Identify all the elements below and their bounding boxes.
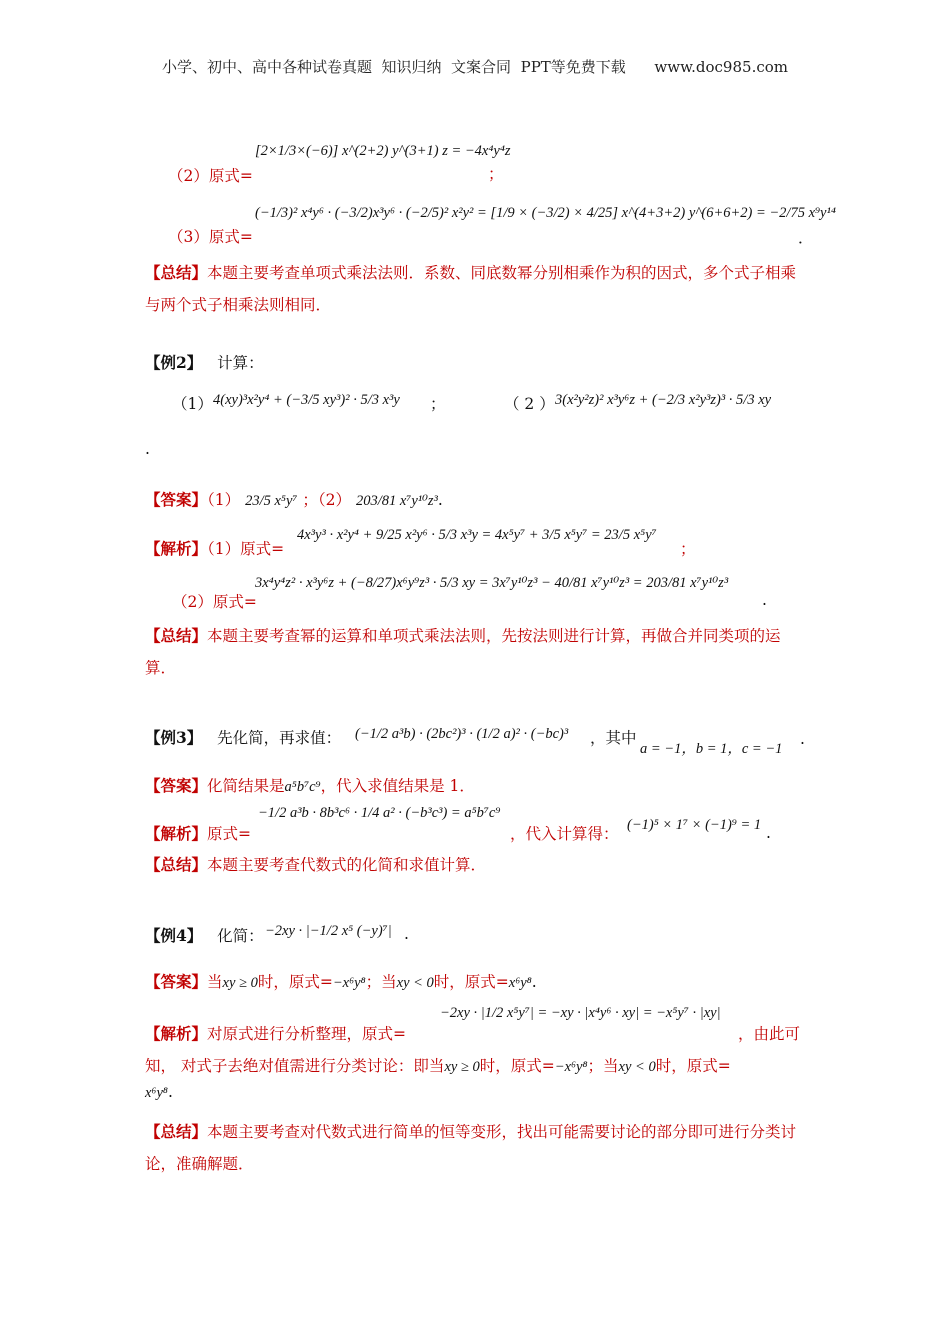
ex3-sol-math: −1/2 a³b · 8b³c⁶ · 1/4 a² · (−b³c³) = a⁵b⁷c⁹ [258,805,501,821]
ex2-q2-label: （ 2 ） [504,395,555,413]
ex4-solution-line2 [145,1055,810,1078]
ans2-math: 203/81 x⁷y¹⁰z³ [355,493,438,509]
ex4-question-math: −2xy · |−1/2 x⁵ (−y)⁷| [265,923,392,939]
sol-l2c: ；当 [587,1057,619,1075]
ex1-part3-math: (−1/3)² x⁴y⁶ · (−3/2)x³y⁶ · (−2/5)² x²y² = [1/9 × (−3/2) × 4/25] x^(4+3+2) y^(6+6+2) = −2/75 x⁹y¹⁴ [255,205,836,221]
ans-pre: 化简结果是 [207,777,285,795]
ex2-q1-end: ； [430,395,446,413]
ex4-solution-line3 [145,1083,173,1102]
ex2-answer [145,489,810,512]
answer-tag: 【答案】 [145,776,208,795]
sol-l2b: 时，原式= [479,1057,555,1075]
ans-t4: 时，原式= [433,973,509,991]
ex2-title: 计算： [217,354,264,372]
ex3-summary [145,854,810,876]
ans-cond1: xy ≥ 0 [222,975,258,991]
ex2-title-line [145,352,810,374]
solution-tag: 【解析】 [145,1024,208,1043]
ex3-tag: 【例3】 [145,728,203,747]
ans-end: . [531,973,537,991]
sol-l2a: 知， 对式子去绝对值需进行分类讨论：即当 [145,1057,445,1075]
ex3-condition: a = −1，b = 1，c = −1 [640,741,783,757]
ex2-q1-math: 4(xy)³x²y⁴ + (−3/5 xy³)² · 5/3 x³y [213,392,400,408]
solution-tag: 【解析】 [145,539,208,558]
ex1-part3-end: ． [798,229,814,247]
sol-cond1: xy ≥ 0 [444,1059,480,1075]
sol-cond2: xy < 0 [618,1059,656,1075]
ans-t1: 当 [207,973,223,991]
ans-t2: 时，原式= [257,973,333,991]
answer-tag: 【答案】 [145,490,208,509]
answer-tag: 【答案】 [145,972,208,991]
ex1-part3-label: （3）原式= [168,228,253,246]
ex2-sol2-math: 3x⁴y⁴z² · x³y⁶z + (−8/27)x⁶y⁹z³ · 5/3 xy = 3x⁷y¹⁰z³ − 40/81 x⁷y¹⁰z³ = 203/81 x⁷y¹⁰z³ [255,575,729,591]
ex4-title-line [145,924,264,946]
ex3-question-end: . [800,730,805,748]
ans-math: a⁵b⁷c⁹ [284,779,321,795]
ex2-tag: 【例2】 [145,353,203,372]
ex2-sol1-math: 4x³y³ · x²y⁴ + 9/25 x²y⁶ · 5/3 x³y = 4x⁵y⁷ + 3/5 x⁵y⁷ = 23/5 x⁵y⁷ [297,527,657,543]
ans1-math: 23/5 x⁵y⁷ [245,493,298,509]
summary-text: 本题主要考查幂的运算和单项式乘法法则，先按法则进行计算，再做合并同类项的运算． [145,627,781,677]
ex3-sol-calc: (−1)⁵ × 1⁷ × (−1)⁹ = 1 [627,817,762,833]
summary-text: 本题主要考查单项式乘法法则．系数、同底数幂分别相乘作为积的因式，多个式子相乘与两个式子相乘法则相同． [145,264,797,314]
ans1-label: （1） [207,491,241,509]
sol-l2d: 时，原式= [655,1057,731,1075]
sol-label: 原式= [207,825,252,843]
ex4-summary [145,1116,810,1180]
ex1-part2-end: ； [488,165,504,183]
ex2-sol2-label: （2）原式= [172,593,257,611]
ex2-solution-line1 [145,537,284,559]
ans-post: ，代入求值结果是 1． [320,777,475,795]
ex3-title-line [145,726,341,748]
ex1-part2-label: （2）原式= [168,167,253,185]
summary-tag: 【总结】 [145,263,208,282]
ex4-title: 化简： [217,927,264,945]
sol-result1: −x⁶y⁸ [554,1059,588,1075]
summary-text: 本题主要考查代数式的化简和求值计算． [207,856,487,874]
ex1-summary [145,257,810,321]
ans-end: . [437,491,443,509]
ex3-question-math: (−1/2 a³b) · (2bc²)³ · (1/2 a)² · (−bc)³ [355,726,569,742]
ex4-tag: 【例4】 [145,926,203,945]
ans-cond2: xy < 0 [396,975,434,991]
summary-tag: 【总结】 [145,855,208,874]
ex4-question-end: . [404,925,409,943]
sol-result2: x⁶y⁸ [145,1085,168,1101]
ex3-question-mid: ，其中 [590,729,637,747]
page-header: 小学、初中、高中各种试卷真题 知识归纳 文案合同 PPT等免费下载 www.doc985.com [161,58,788,76]
summary-text: 本题主要考查对代数式进行简单的恒等变形，找出可能需要讨论的部分即可进行分类讨论，准确解题． [145,1123,797,1173]
ex4-sol-post: ，由此可 [738,1025,801,1043]
ans-sep: ；（2） [302,491,351,509]
ex2-q1-label: （1） [172,395,213,413]
ex1-part2-math: [2×1/3×(−6)] x^(2+2) y^(3+1) z = −4x⁴y⁴z [255,143,511,159]
summary-tag: 【总结】 [145,626,208,645]
ex3-title: 先化简，再求值： [217,729,342,747]
sol1-label: （1）原式= [207,540,285,558]
ex2-sol2-end: . [762,591,767,609]
ex3-sol-mid: ，代入计算得： [510,825,619,843]
ex3-solution [145,822,251,844]
ex4-solution-line1 [145,1022,406,1044]
ex2-sol1-end: ； [680,540,696,558]
ex4-sol-math: −2xy · |1/2 x⁵y⁷| = −xy · |x⁴y⁶ · xy| = −x⁵y⁷ · |xy| [440,1005,721,1021]
ans-result1: −x⁶y⁸ [332,975,366,991]
solution-tag: 【解析】 [145,824,208,843]
ex2-summary [145,620,810,684]
ex2-q-end: . [145,440,150,458]
ex3-sol-end: . [766,824,771,842]
ans-result2: x⁶y⁸ [508,975,532,991]
summary-tag: 【总结】 [145,1122,208,1141]
ex4-answer [145,971,810,994]
ex3-answer [145,775,810,798]
sol-pre: 对原式进行分析整理，原式= [207,1025,407,1043]
ex2-q2-math: 3(x²y²z)² x³y⁶z + (−2/3 x²y³z)³ · 5/3 xy [555,392,772,408]
sol-end: . [167,1083,173,1101]
ans-t3: ；当 [365,973,397,991]
